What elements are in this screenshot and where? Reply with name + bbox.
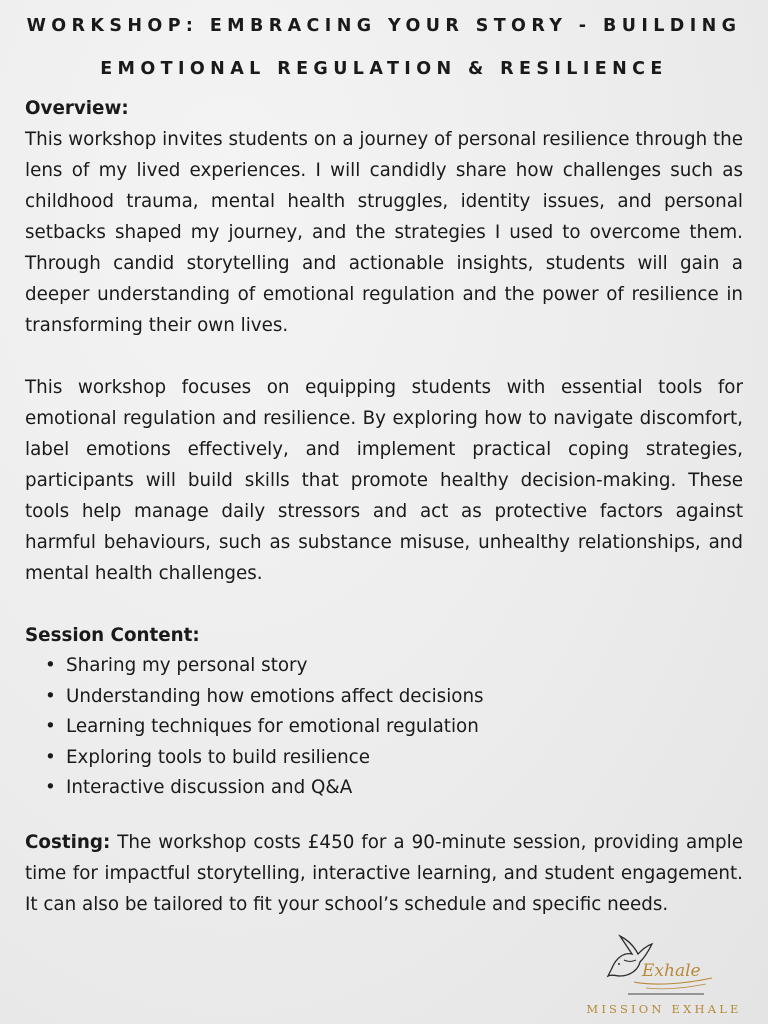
session-list: [25, 651, 743, 804]
main-content: [25, 93, 743, 920]
mission-exhale-logo: [578, 930, 750, 1020]
list-item: • Sharing my personal story: [25, 651, 743, 682]
overview-heading: Overview:: [25, 98, 129, 119]
session-heading: Session Content:: [25, 625, 200, 646]
logo-name: MISSION EXHALE: [586, 1002, 742, 1016]
svg-text:Exhale: Exhale: [642, 961, 701, 981]
bullet-icon: •: [45, 685, 56, 707]
title-line-1: WORKSHOP: EMBRACING YOUR STORY - BUILDING: [26, 16, 742, 36]
list-item: • Interactive discussion and Q&A: [25, 773, 743, 804]
overview-paragraph-2: This workshop focuses on equipping students with essential tools for emotional regulation and resilience. By exploring how to navigate discomfort, label emotions effectively, and implement practical coping strategies, participants will build skills that promote healthy decision-making. These tools help manage daily stressors and act as protective factors against harmful behaviours, such as substance misuse, unhealthy relationships, and mental health challenges.: [25, 377, 743, 584]
bullet-icon: •: [45, 655, 56, 676]
overview-paragraph-1: This workshop invites students on a journey of personal resilience through the lens of my lived experiences. I will candidly share how challenges such as childhood trauma, mental health struggles, identity issues, and personal setbacks shaped my journey, and the strategies I used to overcome them. Through candid storytelling and actionable insights, students will gain a deeper understanding of emotional regulation and the power of resilience in transforming their own lives.: [25, 129, 743, 336]
list-item: • Learning techniques for emotional regulation: [25, 712, 743, 743]
costing-paragraph: [25, 827, 743, 920]
costing-label: Costing:: [25, 831, 111, 853]
dove-icon: [594, 930, 734, 998]
list-item: • Understanding how emotions affect decisions: [25, 682, 743, 713]
bullet-icon: •: [45, 716, 56, 737]
list-item: • Exploring tools to build resilience: [25, 743, 743, 774]
page-title: [0, 5, 768, 91]
bullet-icon: •: [45, 777, 56, 798]
costing-text: The workshop costs £450 for a 90-minute session, providing ample time for impactful storytelling, interactive learning, and student engagement. It can also be tailored to fit your school’s schedule and specific needs.: [25, 831, 743, 915]
title-line-2: EMOTIONAL REGULATION & RESILIENCE: [100, 59, 668, 79]
bullet-icon: •: [45, 746, 56, 768]
